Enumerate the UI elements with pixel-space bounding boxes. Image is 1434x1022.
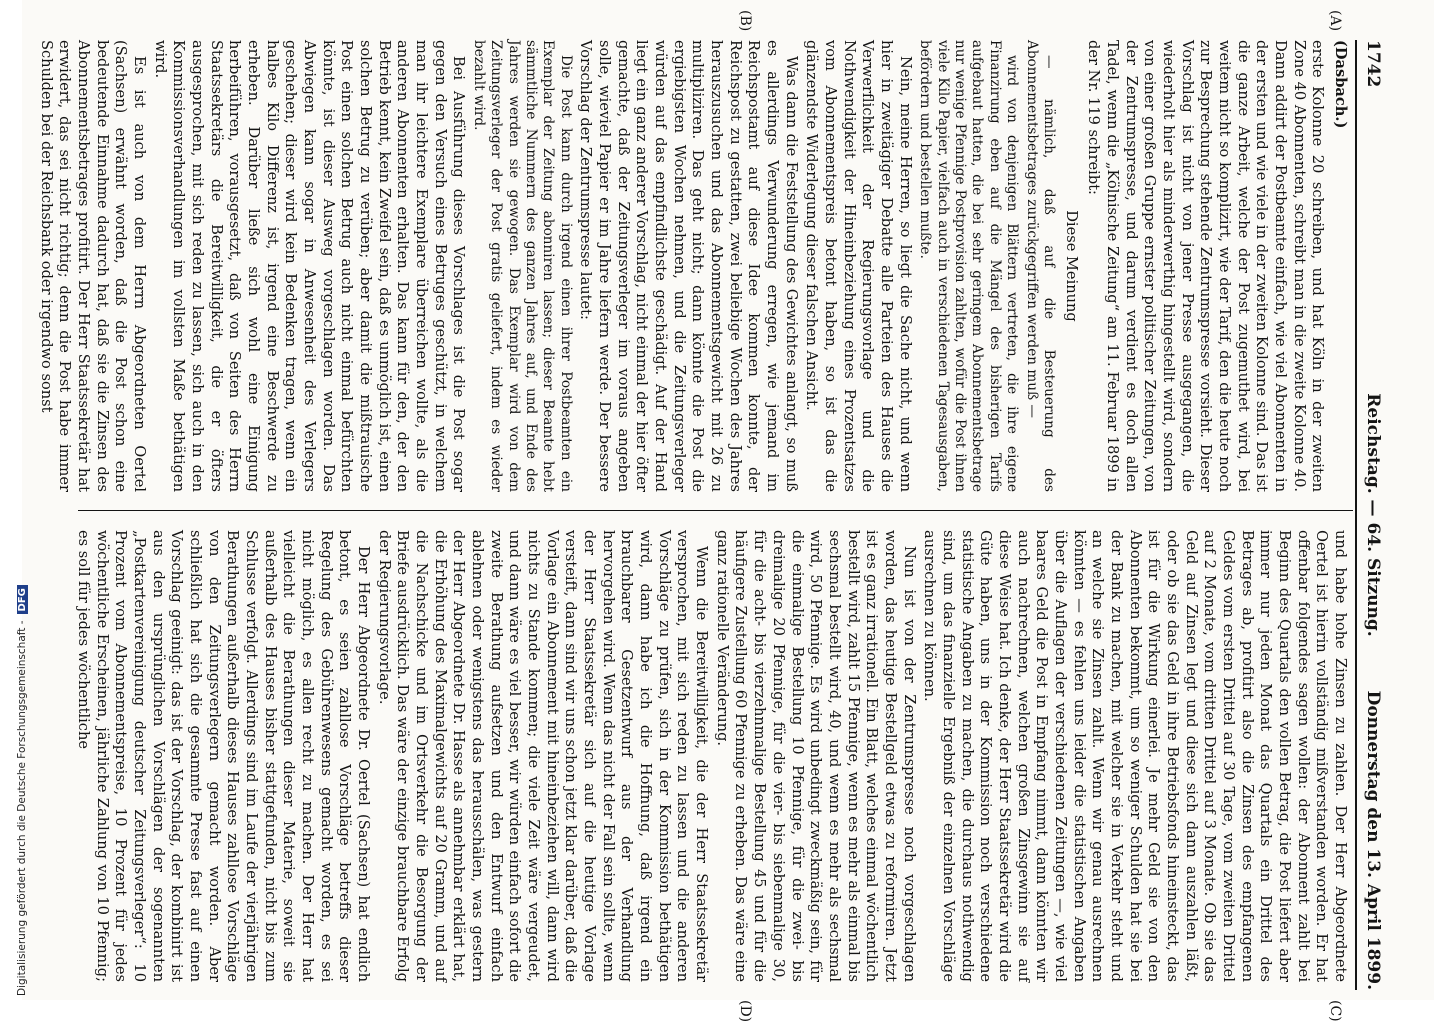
dfg-logo: DFG [17, 585, 28, 614]
paragraph: Es ist auch von dem Herrn Abgeordneten Oertel (Sachsen) erwähnt worden, daß die Post schon eine bedeutende Einnahme dadurch hat, daß sie die Zinsen des Abonnementsbetrages profitirt. Der Herr Staatssekretär hat erwidert, das sei nicht richtig; denn die Post habe immer Schulden bei der Reichsbank oder irgendwo sonst [37, 40, 148, 492]
speaker-continuation: (Dasbach.) [1332, 40, 1349, 129]
quote-lead: Diese Meinung [1062, 210, 1080, 322]
paragraph: Was dann die Feststellung des Gewichtes anlangt, so muß es allerdings Verwunderung erregen, wie jemand im Reichspostamt auf diese Idee kommen konnte, der Reichspost zu gestatten, zwei beliebige Wochen des Jahres herauszusuchen und das Abonnementsgewicht mit 26 zu multipliziren. Das geht nicht; dann könnte die Post die ergiebigsten Wochen nehmen, und die Zeitungsverleger würden auf das empfindlichste geschädigt. Auf der Hand liegt ein ganz anderer Vorschlag, nicht einmal der hier öfter gemachte, daß der Zeitungsverleger im voraus angeben solle, wieviel Papier er im Jahre liefern werde. Der bessere Vorschlag der Zentrumspresse lautet: [577, 40, 800, 492]
digitization-credit-text: Digitalisierung gefördert durch die Deutsche Forschungsgemeinschaft - [16, 620, 28, 996]
paragraph: Nein, meine Herren, so liegt die Sache nicht, und wenn hier in zweitägiger Debatte alle Parteien des Hauses die Verwerflichkeit der Regierungsvorlage und die Nothwendigkeit der Hineinbeziehung eines Prozentsatzes vom Abonnementspreis betont haben, so ist das die glänzendste Widerlegung dieser falschen Ansicht. [803, 40, 914, 492]
paragraph: Der Herr Abgeordnete Dr. Oertel (Sachsen) hat endlich betont, es seien zahllose Vorschläge betreffs dieser Regelung des Gebührenwesens gemacht worden, es sei nicht möglich, es allen recht zu machen. Der Herr hat vielleicht die Berathungen dieser Materie, soweit sie außerhalb des Hauses bisher stattgefunden, nicht bis zum Schlusse verfolgt. Allerdings sind im Laufe der vierjährigen Berathungen außerhalb dieses Hauses zahllose Vorschläge von den Zeitungsverlegern gemacht worden. Aber schließlich hat sich die gesammte Presse fast auf einen Vorschlag geeinigt: das ist der Vorschlag, der kombinirt ist aus den ursprünglichen Vorschlägen der sogenannten „Postkartenvereinigung deutscher Zeitungsverleger“: 10 Prozent vom Abonnementspreise, 10 Prozent für jedes wöchentliche Erscheinen, jährliche Zahlung von 10 Pfennig; es soll für jedes wöchentliche [74, 530, 373, 982]
page-number: 1742 [1363, 40, 1383, 88]
margin-mark-a: (A) [1327, 10, 1343, 32]
right-column [74, 530, 1349, 982]
column-divider [78, 510, 1353, 511]
margin-mark-d: (D) [737, 1000, 753, 1022]
margin-mark-b: (B) [737, 10, 753, 32]
quoted-paragraph: wird von denjenigen Blättern vertreten, die ihre eigene Finanzirung eben auf die Mängel des bisherigen Tarifs aufgebaut hatten, die bei sehr geringem Abonnementsbetrage nur wenige Pfennige Postprovision zahlten, wofür die Post ihnen viele Kilo Papier, vielfach auch in verschiedenen Tagesausgaben, befördern und bestellen mußte. [917, 40, 1021, 492]
page-title: Reichstag. — 64. Sitzung. [1363, 393, 1383, 637]
printed-page [37, 10, 1385, 1022]
paragraph: Nun ist von der Zentrumspresse noch vorgeschlagen worden, das heutige Bestellgeld etwas zu reformiren. Jetzt ist es ganz irrationell. Ein Blatt, welches einmal wöchentlich bestellt wird, zahlt 15 Pfennige, wenn es mehr als einmal bis sechsmal bestellt wird, 40, und wenn es mehr als sechsmal wird, 50 Pfennige. Es wird unbedingt zweckmäßig sein, für die einmalige Bestellung 10 Pfennige, für die zwei- bis dreimalige 20 Pfennige, für die vier- bis siebenmalige 30, für die acht- bis vierzehnmalige Bestellung 45 und für die häufigere Zustellung 60 Pfennige zu erheben. Das wäre eine ganz rationelle Veränderung. [713, 530, 918, 982]
digitization-credit-strip [0, 0, 28, 1000]
paragraph: erste Kolonne 20 schreiben, und hat Köln in der zweiten Zone 40 Abonnenten, schreibt man in die zweite Kolonne 40. Dann addirt der Postbeamte einfach, wie viel Abonnenten in der ersten und wie viele in der zweiten Kolonne sind. Das ist die ganze Arbeit, welche der Post zugemuthet wird, bei weitem nicht so komplizirt, wie der Tarif, den die heute noch zur Besprechung stehende Zentrumspresse vorsieht. Dieser Vorschlag ist nicht von jener Presse ausgegangen, die wiederholt hier als minderwerthig hingestellt wird, sondern von einer großen Gruppe ernster politischer Zeitungen, von der Zentrumspresse, und darum verdient es doch allen Tadel, wenn die „Kölnische Zeitung“ am 11. Februar 1899 in der Nr. 119 schreibt: [1085, 40, 1327, 492]
digitization-credit [16, 585, 28, 996]
paragraph: Bei Ausführung dieses Vorschlages ist die Post sogar gegen den Versuch eines Betruges geschützt, in welchem man ihr leichtere Exemplare überreichen wollte, als die anderen Abonnenten erhalten. Das kann für den, der den Betrieb kennt, kein Zweifel sein, daß es unmöglich ist, einen solchen Betrug zu verüben; aber damit die mißtrauische Post einen solchen Betrug auch nicht einmal befürchten könnte, ist dieser Ausweg vorgeschlagen worden. Das Abwiegen kann sogar in Anwesenheit des Verlegers geschehen; dieser wird kein Bedenken tragen, wenn ein halbes Kilo Differenz ist, irgend eine Beschwerde zu erheben. Darüber ließe sich wohl eine Einigung herbeiführen, vorausgesetzt, daß von Seiten des Herrn Staatssekretärs die Bereitwilligkeit, die er öfters ausgesprochen, mit sich reden zu lassen, sich auch in den Kommissionsverhandlungen im vollsten Maße bethätigen wird. [151, 40, 468, 492]
left-column [37, 40, 1349, 492]
paragraph: — nämlich, daß auf die Besteuerung des Abonnementsbetrages zurückgegriffen werden muß — [1023, 40, 1057, 492]
paragraph: und habe hohe Zinsen zu zahlen. Der Herr Abgeordnete Oertel ist hierin vollständig mißverstanden worden. Er hat offenbar folgendes sagen wollen: der Abonnent zahlt bei Beginn des Quartals den vollen Betrag, die Post liefert aber immer nur jeden Monat das Quartals ein Drittel des Betrages ab, profitirt also die Zinsen des empfangenen Geldes vom ersten Drittel auf 30 Tage, vom zweiten Drittel auf 2 Monate, vom dritten Drittel auf 3 Monate. Ob sie das Geld auf Zinsen legt und diese sich dann auszahlen läßt, oder ob sie das Geld in ihre Betriebsfonds hineinsteckt, das ist für die Wirkung einerlei. Je mehr Geld sie von den Abonnenten bekommt, um so weniger Schulden hat sie bei der Bank zu machen, mit welcher sie in Verkehr steht und an welche sie Zinsen zahlt. Wenn wir genau ausrechnen könnten — es fehlen uns leider die statistischen Angaben über die Auflagen der verschiedenen Zeitungen —, wie viel baares Geld die Post in Empfang nimmt, dann könnten wir auch nachrechnen, welchen großen Zinsgewinn sie auf diese Weise hat. Ich denke, der Herr Staatssekretär wird die Güte haben, uns in der Kommission noch verschiedene statistische Angaben zu machen, die durchaus nothwendig sind, um das finanzielle Ergebniß der einzelnen Vorschläge ausrechnen zu können. [921, 530, 1349, 982]
page-header [1355, 40, 1385, 990]
quoted-paragraph: Die Post kann durch irgend einen ihrer Postbeamten ein Exemplar der Zeitung abonniren lassen; dieser Beamte hebt sämmtliche Nummern des ganzen Jahres auf, und Ende des Jahres werden sie gewogen. Das Exemplar wird von dem Zeitungsverleger der Post gratis geliefert, indem es wieder bezahlt wird. [470, 40, 574, 492]
margin-mark-c: (C) [1327, 1000, 1343, 1022]
paragraph: Wenn die Bereitwilligkeit, die der Herr Staatssekretär versprochen, mit sich reden zu lassen und die anderen Vorschläge zu prüfen, sich in der Kommission bethätigen wird, dann habe ich die Hoffnung, daß irgend ein brauchbarer Gesetzentwurf aus der Verhandlung hervorgehen wird. Wenn das nicht der Fall sein sollte, wenn der Herr Staatssekretär sich auf die heutige Vorlage versteift, dann sind wir uns schon jetzt klar darüber, daß die Vorlage ein Abonnement mit hineinbeziehen will, dann wird nichts zu Stande kommen; die viele Zeit wäre vergeudet, und dann wäre es viel besser, wir würden einfach sofort die zweite Berathung aufsetzen und den Entwurf einfach ablehnen oder wenigstens das herausschälen, was gestern der Herr Abgeordnete Dr. Hasse als annehmbar erklärt hat, die Erhöhung des Maximalgewichts auf 20 Gramm, und auf die Nachschicke und im Ortsverkehr die Besorgung der Briefe ausdrücklich. Das wäre der einzige brauchbare Erfolg der Regierungsvorlage. [375, 530, 711, 982]
page-date: Donnerstag den 13. April 1899. [1363, 690, 1383, 990]
